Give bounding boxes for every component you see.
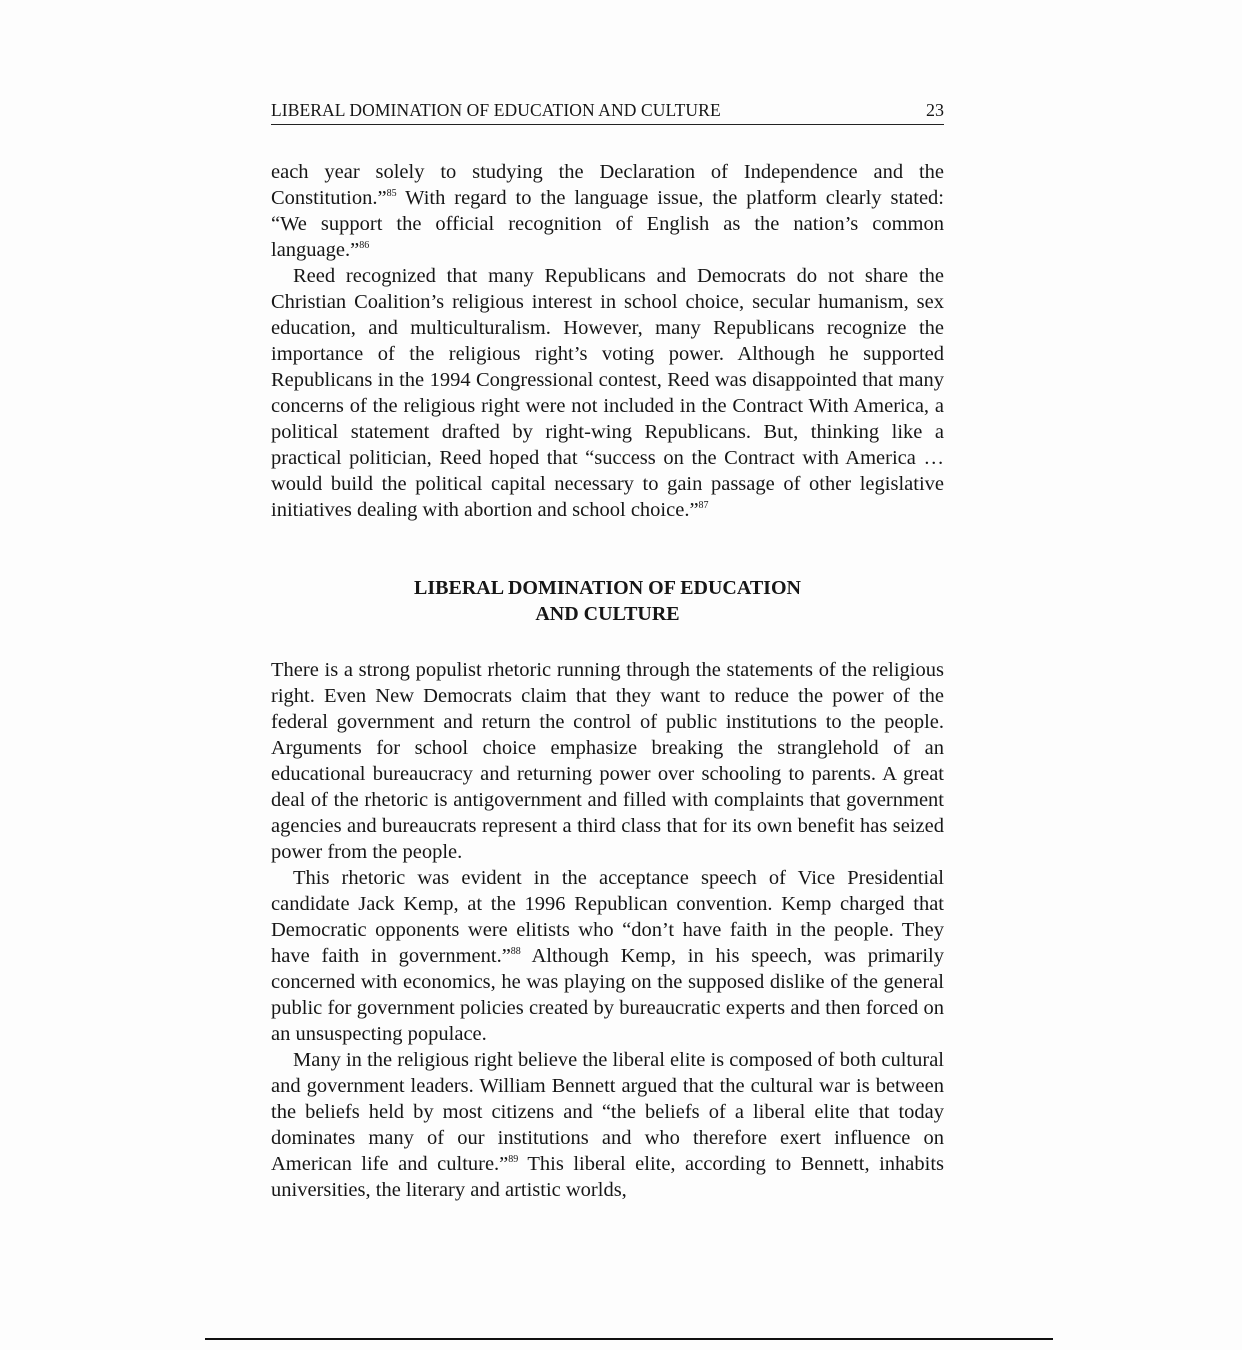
paragraph-text: Although Kemp, in his speech, was primarily concerned with economics, he was playing on the supposed dislike of the general public for government policies created by bureaucratic experts and then forced on an unsuspecting populace.: [271, 945, 944, 1045]
paragraph: [271, 159, 944, 263]
paragraph-text: each year solely to studying the Declaration of Independence and the Constitution.”: [271, 161, 944, 209]
footer-rule: [205, 1338, 1053, 1340]
paragraph: [271, 657, 944, 865]
footnote-marker: 88: [510, 946, 521, 957]
footnote-marker: 85: [386, 188, 397, 199]
body-text: [271, 159, 944, 1203]
footnote-marker: 87: [698, 500, 709, 511]
paragraph-text: This liberal elite, according to Bennett, inhabits universities, the literary and artistic worlds,: [271, 1153, 944, 1201]
page-number: 23: [926, 100, 944, 120]
paragraph: [271, 263, 944, 523]
paragraph-text: There is a strong populist rhetoric running through the statements of the religious right. Even New Democrats claim that they want to reduce the power of the federal government and return the control of public institutions to the people. Arguments for school choice emphasize breaking the stranglehold of an educational bureaucracy and returning power over schooling to parents. A great deal of the rhetoric is antigovernment and filled with complaints that government agencies and bureaucrats represent a third class that for its own benefit has seized power from the people.: [271, 659, 944, 863]
paragraph: [271, 1047, 944, 1203]
footnote-marker: 89: [508, 1154, 519, 1165]
section-heading: [271, 575, 944, 627]
running-head: LIBERAL DOMINATION OF EDUCATION AND CULTURE: [271, 100, 721, 120]
section-heading-line-2: AND CULTURE: [535, 603, 680, 625]
paragraph-text: With regard to the language issue, the platform clearly stated: “We support the official recognition of English as the nation’s common language.”: [271, 187, 944, 261]
paragraph-text: Reed recognized that many Republicans and Democrats do not share the Christian Coalition’s religious interest in school choice, secular humanism, sex education, and multiculturalism. However, many Republicans recognize the importance of the religious right’s voting power. Although he supported Republicans in the 1994 Congressional contest, Reed was disappointed that many concerns of the religious right were not included in the Contract With America, a political statement drafted by right-wing Republicans. But, thinking like a practical politician, Reed hoped that “success on the Contract with America … would build the political capital necessary to gain passage of other legislative initiatives dealing with abortion and school choice.”: [271, 265, 944, 521]
paragraph: [271, 865, 944, 1047]
paragraph-text: This rhetoric was evident in the acceptance speech of Vice Presidential candidate Jack Kemp, at the 1996 Republican convention. Kemp charged that Democratic opponents were elitists who “don’t have faith in the people. They have faith in government.”: [271, 867, 944, 967]
page-header: [271, 98, 944, 125]
footnote-marker: 86: [359, 240, 370, 251]
paragraph-text: Many in the religious right believe the liberal elite is composed of both cultural and government leaders. William Bennett argued that the cultural war is between the beliefs held by most citizens and “the beliefs of a liberal elite that today dominates many of our institutions and who therefore exert influence on American life and culture.”: [271, 1049, 944, 1175]
section-heading-line-1: LIBERAL DOMINATION OF EDUCATION: [414, 577, 801, 599]
